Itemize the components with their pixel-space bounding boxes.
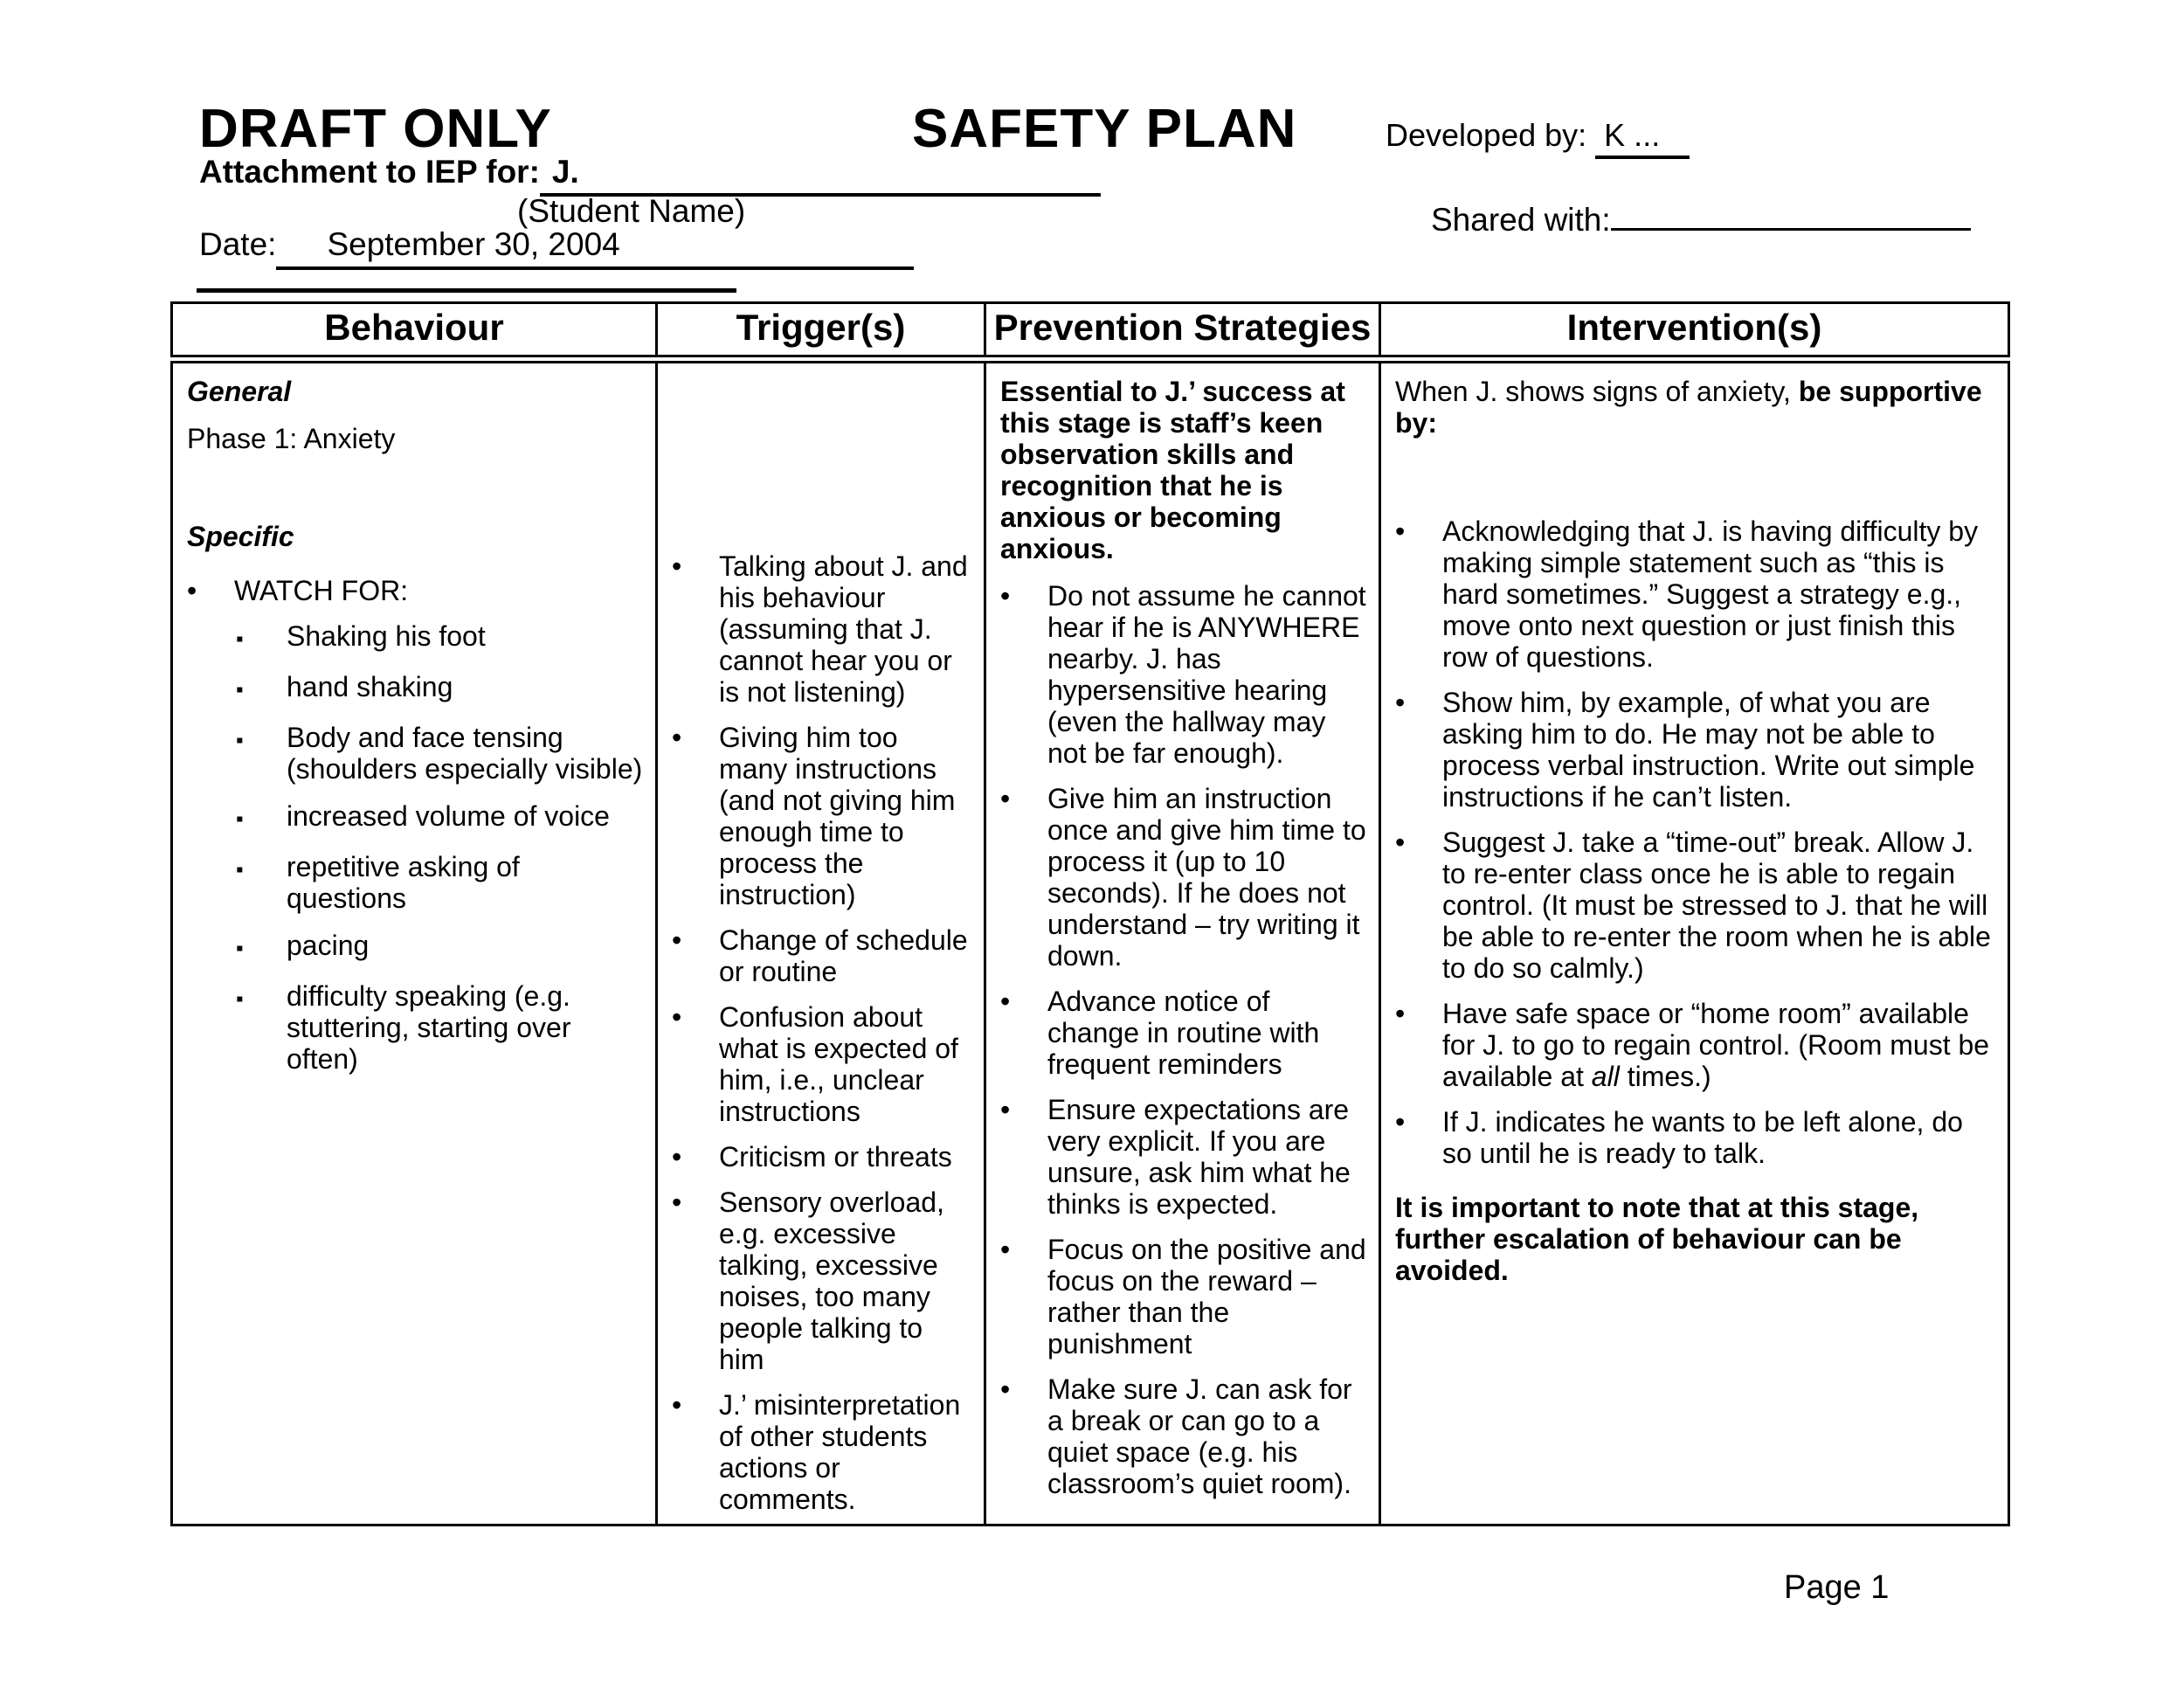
page-title: SAFETY PLAN: [912, 99, 1297, 159]
list-item: [1000, 783, 1366, 972]
bullet-square-icon: ▪: [236, 729, 244, 752]
table-body-row: [172, 359, 2009, 1525]
watch-for-label: WATCH FOR:: [234, 575, 409, 606]
bullet-dot-icon: •: [1395, 1106, 1406, 1138]
bullet-square-icon: ▪: [236, 858, 244, 882]
bullet-dot-icon: •: [672, 722, 682, 753]
draft-only-heading: DRAFT ONLY: [199, 99, 552, 159]
intervention-text: Suggest J. take a “time-out” break. Allow J. to re-enter class once he is able to regain control. (It must be stressed to J. that he will be able to re-enter the room when he is able to do so calmly.): [1442, 827, 1991, 984]
bullet-dot-icon: •: [1000, 580, 1011, 612]
trigger-text: Confusion about what is expected of him, i.e., unclear instructions: [719, 1001, 958, 1127]
list-item: [1395, 998, 1995, 1092]
list-item: [1000, 1234, 1366, 1359]
list-item: [236, 800, 643, 835]
list-item: [1395, 515, 1995, 673]
trigger-text: Criticism or threats: [719, 1141, 952, 1173]
trigger-text: Giving him too many instructions (and not giving him enough time to process the instruction): [719, 722, 956, 910]
bullet-dot-icon: •: [1000, 1234, 1011, 1265]
behaviour-cell: [172, 359, 657, 1525]
bullet-square-icon: ▪: [236, 678, 244, 702]
prevention-text: Do not assume he cannot hear if he is ANYWHERE nearby. J. has hypersensitive hearing (even the hallway may not be far enough).: [1047, 580, 1366, 769]
bullet-dot-icon: •: [672, 1001, 682, 1033]
list-item: [1000, 1094, 1366, 1220]
intervention-text-italic: all: [1591, 1061, 1620, 1092]
sign-text: hand shaking: [287, 671, 453, 702]
list-item: [187, 575, 643, 606]
trigger-text: Sensory overload, e.g. excessive talking, excessive noises, too many people talking to him: [719, 1186, 944, 1375]
list-item: [1000, 580, 1366, 769]
sign-text: difficulty speaking (e.g. stuttering, starting over often): [287, 980, 571, 1075]
bullet-dot-icon: •: [187, 575, 197, 606]
intervention-text: Show him, by example, of what you are asking him to do. He may not be able to process verbal instruction. Write out simple instructions if he can’t listen.: [1442, 687, 1975, 813]
attachment-line: [199, 154, 1101, 197]
bullet-dot-icon: •: [1000, 1094, 1011, 1125]
bullet-dot-icon: •: [672, 1141, 682, 1173]
bullet-dot-icon: •: [1000, 783, 1011, 814]
prevention-text: Give him an instruction once and give him time to process it (up to 10 seconds). If he does not understand – try writing it down.: [1047, 783, 1366, 972]
prevention-text: Ensure expectations are very explicit. If you are unsure, ask him what he thinks is expected.: [1047, 1094, 1351, 1220]
bullet-square-icon: ▪: [236, 807, 244, 831]
table-header-row: [172, 303, 2009, 360]
specific-heading: Specific: [187, 521, 294, 552]
attachment-value-field: J.: [540, 154, 1101, 197]
prevention-intro: Essential to J.’ success at this stage is staff’s keen observation skills and recognition that he is anxious or becoming anxious.: [1000, 376, 1345, 564]
list-item: [236, 980, 643, 1075]
trigger-text: Change of schedule or routine: [719, 924, 968, 987]
trigger-text: Talking about J. and his behaviour (assuming that J. cannot hear you or is not listening): [719, 550, 968, 708]
triggers-cell: [657, 359, 985, 1525]
date-line: [199, 226, 914, 270]
attachment-label: Attachment to IEP for:: [199, 154, 540, 190]
safety-plan-table: [170, 301, 2010, 1526]
bullet-dot-icon: •: [672, 1186, 682, 1218]
developed-by-line: [1386, 117, 1690, 159]
spacer: [1395, 439, 1995, 515]
list-item: [236, 671, 643, 706]
shared-with-label: Shared with:: [1431, 202, 1611, 238]
interventions-cell: [1380, 359, 2009, 1525]
shared-with-blank-field: [1611, 193, 1971, 231]
intervention-text-post: times.): [1619, 1061, 1711, 1092]
bullet-dot-icon: •: [672, 1389, 682, 1421]
phase-label: Phase 1: Anxiety: [187, 423, 396, 454]
column-header-triggers: Trigger(s): [657, 303, 985, 360]
list-item: [672, 924, 971, 987]
list-item: [672, 1389, 971, 1515]
intro-normal-text: When J. shows signs of anxiety,: [1395, 376, 1799, 407]
intervention-text-pre: Have safe space or “home room” available for J. to go to regain control. (Room must be available at: [1442, 998, 1990, 1092]
general-heading: General: [187, 376, 292, 407]
developed-by-value: K ...: [1595, 117, 1690, 159]
column-header-prevention: Prevention Strategies: [985, 303, 1380, 360]
intervention-text: Acknowledging that J. is having difficulty by making simple statement such as “this is hard sometimes.” Suggest a strategy e.g., move onto next question or just finish this row of questions.: [1442, 515, 1979, 673]
list-item: [672, 1001, 971, 1127]
shared-with-line: [1431, 193, 1971, 239]
list-item: [1000, 1373, 1366, 1499]
bullet-square-icon: ▪: [236, 987, 244, 1011]
bullet-dot-icon: •: [1395, 687, 1406, 718]
list-item: [1395, 827, 1995, 984]
list-item: [672, 722, 971, 910]
bullet-square-icon: ▪: [236, 937, 244, 960]
page-number: Page 1: [1784, 1569, 1890, 1606]
prevention-cell: [985, 359, 1380, 1525]
date-value-field: September 30, 2004: [276, 226, 914, 270]
list-item: [236, 722, 643, 785]
sign-text: Body and face tensing (shoulders especially visible): [287, 722, 643, 785]
intro-bold-text: be supportive by:: [1395, 376, 1982, 439]
bullet-dot-icon: •: [1000, 986, 1011, 1017]
student-name-caption: (Student Name): [517, 193, 746, 229]
prevention-text: Focus on the positive and focus on the reward – rather than the punishment: [1047, 1234, 1366, 1359]
bullet-square-icon: ▪: [236, 627, 244, 651]
developed-by-label: Developed by:: [1386, 117, 1587, 153]
bullet-dot-icon: •: [1395, 827, 1406, 858]
trigger-text: J.’ misinterpretation of other students actions or comments.: [719, 1389, 961, 1515]
interventions-intro: [1395, 376, 1995, 439]
list-item: [236, 620, 643, 655]
bullet-dot-icon: •: [1000, 1373, 1011, 1405]
column-header-interventions: Intervention(s): [1380, 303, 2009, 360]
bullet-dot-icon: •: [672, 550, 682, 582]
list-item: [672, 550, 971, 708]
list-item: [1395, 687, 1995, 813]
bullet-dot-icon: •: [1395, 515, 1406, 547]
column-header-behaviour: Behaviour: [172, 303, 657, 360]
date-label: Date:: [199, 226, 277, 262]
sign-text: repetitive asking of questions: [287, 851, 520, 914]
list-item: [236, 851, 643, 914]
list-item: [672, 1141, 971, 1173]
list-item: [236, 930, 643, 965]
horizontal-rule: [197, 288, 736, 293]
prevention-text: Make sure J. can ask for a break or can go to a quiet space (e.g. his classroom’s quiet room).: [1047, 1373, 1352, 1499]
sign-text: pacing: [287, 930, 370, 961]
sign-text: Shaking his foot: [287, 620, 486, 652]
intervention-text: If J. indicates he wants to be left alone, do so until he is ready to talk.: [1442, 1106, 1963, 1169]
interventions-note: It is important to note that at this stage, further escalation of behaviour can be avoided.: [1395, 1192, 1919, 1286]
bullet-dot-icon: •: [672, 924, 682, 956]
triggers-list: [672, 550, 971, 1515]
list-item: [672, 1186, 971, 1375]
list-item: [1395, 1106, 1995, 1169]
intervention-text: [1442, 998, 1995, 1092]
sign-text: increased volume of voice: [287, 800, 610, 832]
prevention-text: Advance notice of change in routine with frequent reminders: [1047, 986, 1320, 1080]
bullet-dot-icon: •: [1395, 998, 1406, 1029]
list-item: [1000, 986, 1366, 1080]
